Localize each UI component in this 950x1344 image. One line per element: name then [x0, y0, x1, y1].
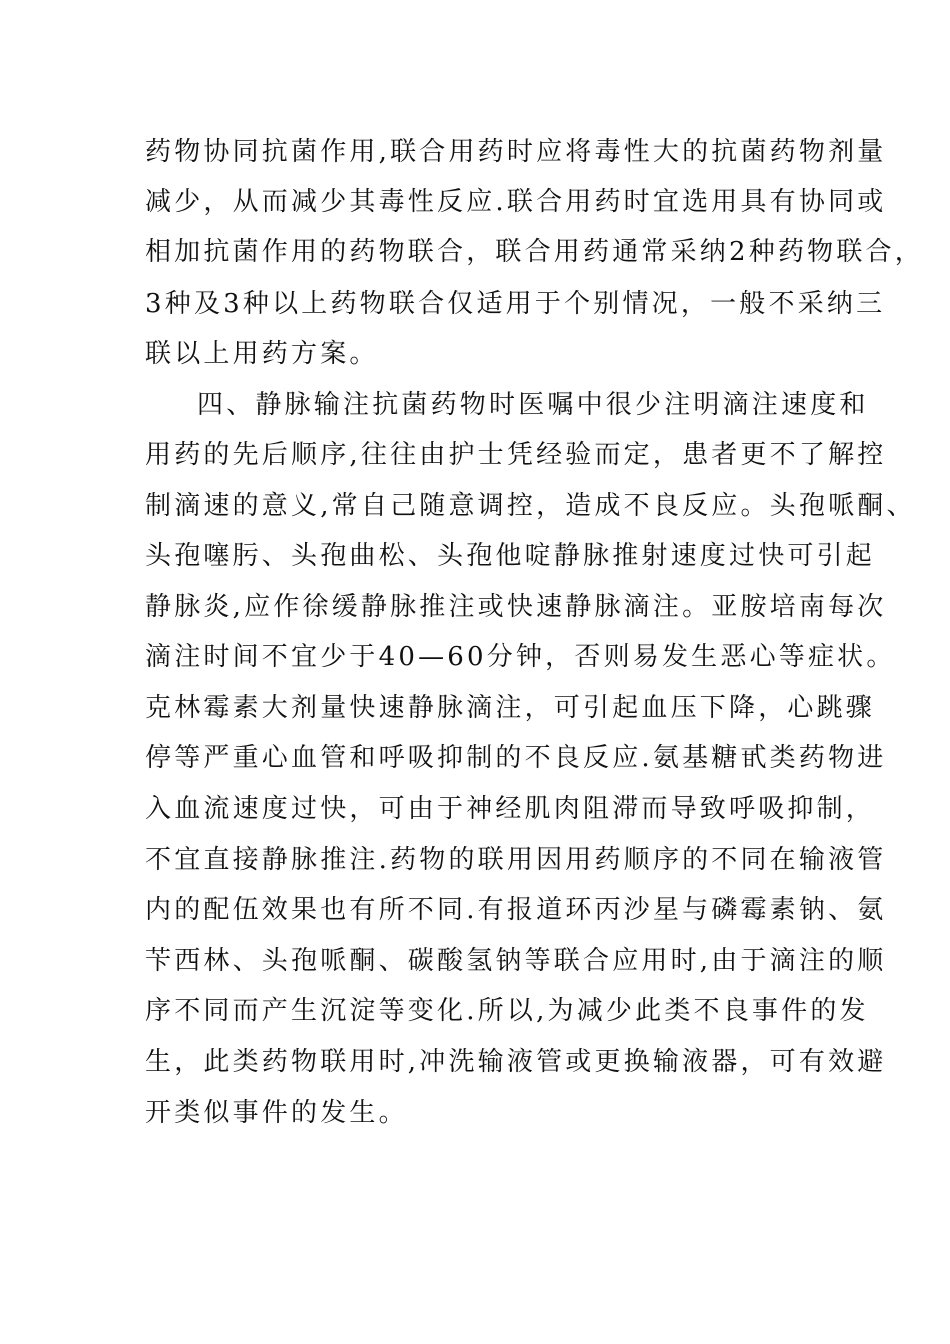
- text-line: 滴注时间不宜少于40—60分钟，否则易发生恶心等症状。: [145, 642, 896, 672]
- text-line: 生，此类药物联用时,冲洗输液管或更换输液器，可有效避: [145, 1047, 887, 1077]
- text-line: 序不同而产生沉淀等变化.所以,为减少此类不良事件的发: [145, 996, 869, 1026]
- text-line: 四、静脉输注抗菌药物时医嘱中很少注明滴注速度和: [197, 390, 869, 420]
- text-line: 药物协同抗菌作用,联合用药时应将毒性大的抗菌药物剂量: [145, 137, 887, 167]
- text-line: 入血流速度过快，可由于神经肌肉阻滞而导致呼吸抑制，: [145, 794, 876, 824]
- text-line: 停等严重心血管和呼吸抑制的不良反应.氨基糖甙类药物进: [145, 743, 887, 773]
- text-line: 静脉炎,应作徐缓静脉推注或快速静脉滴注。亚胺培南每次: [145, 592, 887, 622]
- text-line: 制滴速的意义,常自己随意调控，造成不良反应。头孢哌酮、: [145, 491, 916, 521]
- text-line: 开类似事件的发生。: [145, 1098, 408, 1128]
- text-line: 减少，从而减少其毒性反应.联合用药时宜选用具有协同或: [145, 187, 887, 217]
- text-line: 联以上用药方案。: [145, 339, 379, 369]
- text-line: 头孢噻肟、头孢曲松、头孢他啶静脉推射速度过快可引起: [145, 541, 876, 571]
- text-line: 克林霉素大剂量快速静脉滴注，可引起血压下降，心跳骤: [145, 693, 876, 723]
- text-line: 苄西林、头孢哌酮、碳酸氢钠等联合应用时,由于滴注的顺: [145, 946, 887, 976]
- text-line: 用药的先后顺序,往往由护士凭经验而定，患者更不了解控: [145, 440, 887, 470]
- text-line: 内的配伍效果也有所不同.有报道环丙沙星与磷霉素钠、氨: [145, 895, 887, 925]
- text-line: 3种及3种以上药物联合仅适用于个别情况，一般不采纳三: [145, 289, 886, 319]
- text-line: 不宜直接静脉推注.药物的联用因用药顺序的不同在输液管: [145, 845, 887, 875]
- text-line: 相加抗菌作用的药物联合，联合用药通常采纳2种药物联合，: [145, 237, 924, 267]
